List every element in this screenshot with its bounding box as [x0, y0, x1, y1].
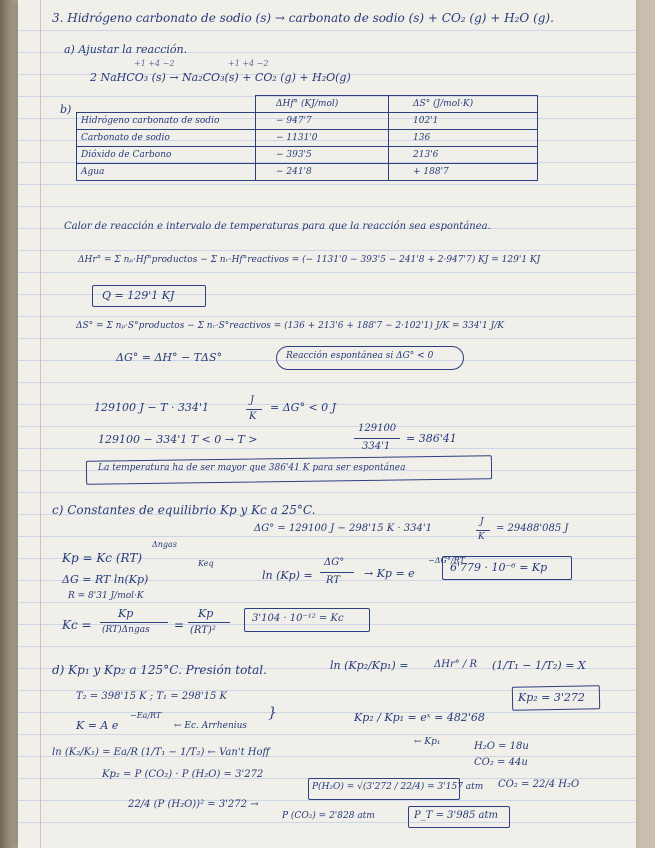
arrhenius-note: ← Ec. Arrhenius	[174, 721, 248, 731]
kp1-arrow-note: ← Kp₁	[414, 737, 441, 747]
table-cell-entropy: + 188'7	[389, 164, 538, 181]
inequality-2-num: 129100	[358, 423, 397, 434]
table-row	[77, 113, 538, 130]
fraction-bar	[188, 622, 230, 623]
co2-water-relation: CO₂ = 22/4 H₂O	[498, 779, 580, 790]
table-row	[77, 130, 538, 147]
table-cell-entropy: 136	[389, 130, 538, 147]
problem-title: 3. Hidrógeno carbonato de sodio (s) → carbonato de sodio (s) + CO₂ (g) + H₂O (g).	[52, 11, 554, 25]
kp2-result: Kp₂ = 3'272	[518, 691, 585, 704]
gibbs-calc-result: = 29488'085 J	[496, 523, 569, 534]
part-c-title: c) Constantes de equilibrio Kp y Kc a 25°C.	[52, 503, 316, 517]
gibbs-definition: ΔG° = ΔH° − TΔS°	[116, 351, 223, 364]
table-cell-entropy: 213'6	[389, 147, 538, 164]
oxidation-states-2: +1 +4 −2	[228, 59, 269, 68]
kp-ratio: Kp₂ / Kp₁ = eˣ = 482'68	[354, 711, 485, 724]
table-cell-substance: Hidrógeno carbonato de sodio	[77, 113, 256, 130]
kp-result: 6'779 · 10⁻⁶ = Kp	[450, 561, 548, 574]
enthalpy-equation: ΔHr° = Σ nₚ·Hf°productos − Σ nᵣ·Hf°reactivos = (− 1131'0 − 393'5 − 241'8 + 2·947'7) KJ = 129'1 KJ	[78, 255, 541, 265]
part-b-label: b)	[60, 103, 72, 116]
kc-den-2: (RT)²	[190, 625, 216, 636]
part-a-label: a) Ajustar la reacción.	[64, 43, 188, 56]
thermo-table	[76, 95, 538, 181]
table-row	[77, 164, 538, 181]
ln-kp-den: RT	[326, 575, 341, 586]
co2-pressure: P (CO₂) = 2'828 atm	[282, 811, 375, 821]
dh-over-r: ΔHr° / R	[434, 659, 477, 670]
table-header-enthalpy: ΔHf° (KJ/mol)	[256, 96, 389, 113]
table-header-entropy: ΔS° (J/mol·K)	[389, 96, 538, 113]
molar-mass-water: H₂O = 18u	[474, 741, 529, 752]
gibbs-calc-unit-num: J	[480, 517, 484, 527]
table-cell-enthalpy: − 241'8	[256, 164, 389, 181]
inequality-1-left: 129100 J − T · 334'1	[94, 401, 209, 414]
table-cell-substance: Carbonato de sodio	[77, 130, 256, 147]
table-cell-enthalpy: − 1131'0	[256, 130, 389, 147]
gas-constant: R = 8'31 J/mol·K	[68, 591, 144, 601]
vant-hoff-equation: ln (K₂/K₁) = Ea/R (1/T₁ − 1/T₂) ← Van't Hoff	[52, 747, 270, 758]
table-cell-enthalpy: − 393'5	[256, 147, 389, 164]
notebook-page	[18, 0, 636, 848]
kc-result: 3'104 · 10⁻¹² = Kc	[252, 613, 344, 624]
binder-edge	[0, 0, 18, 848]
table-cell-substance: Dióxido de Carbono	[77, 147, 256, 164]
kc-num-1: Kp	[118, 607, 134, 620]
keq-note: Keq	[198, 559, 214, 568]
table-header-empty	[77, 96, 256, 113]
kp-exp: → Kp = e	[364, 567, 415, 580]
ln-kp-num: ΔG°	[324, 557, 345, 568]
gibbs-calc: ΔG° = 129100 J − 298'15 K · 334'1	[254, 523, 432, 534]
part-b-intro: Calor de reacción e intervalo de temperaturas para que la reacción sea espontánea.	[64, 221, 491, 232]
ln-kp-lhs: ln (Kp) =	[262, 569, 313, 582]
table-row	[77, 147, 538, 164]
brace: }	[268, 705, 277, 721]
inequality-2-result: = 386'41	[406, 432, 457, 445]
kc-num-2: Kp	[198, 607, 214, 620]
table-cell-entropy: 102'1	[389, 113, 538, 130]
oxidation-states-1: +1 +4 −2	[134, 59, 175, 68]
water-pressure-equation: 22/4 (P (H₂O))² = 3'272 →	[128, 799, 259, 810]
arrhenius-equation: K = A e	[76, 719, 119, 732]
arrhenius-exponent: −Ea/RT	[130, 711, 162, 720]
part-d-title: d) Kp₁ y Kp₂ a 125°C. Presión total.	[52, 663, 267, 677]
kc-den-1: (RT)Δngas	[102, 625, 150, 635]
table-cell-substance: Agua	[77, 164, 256, 181]
margin-line	[40, 0, 41, 848]
conclusion-text: La temperatura ha de ser mayor que 386'41 K para ser espontánea	[98, 463, 406, 473]
fraction-bar	[100, 622, 168, 623]
ln-kp-ratio: ln (Kp₂/Kp₁) =	[330, 659, 409, 672]
reciprocal-temps: (1/T₁ − 1/T₂) = X	[492, 659, 586, 672]
water-pressure: P(H₂O) = √(3'272 / 22/4) = 3'157 atm	[312, 782, 484, 792]
kc-lhs: Kc =	[62, 618, 92, 632]
molar-mass-co2: CO₂ = 44u	[474, 757, 528, 768]
table-header-row	[77, 96, 538, 113]
table-cell-enthalpy: − 947'7	[256, 113, 389, 130]
inequality-2-left: 129100 − 334'1 T < 0 → T >	[98, 433, 258, 446]
equals-sign: =	[174, 618, 185, 632]
inequality-1-unit-num: J	[250, 395, 255, 406]
heat-result: Q = 129'1 KJ	[102, 289, 175, 302]
inequality-1-right: = ΔG° < 0 J	[270, 401, 337, 414]
fraction-bar	[320, 572, 354, 573]
fraction-bar	[354, 438, 400, 439]
gibbs-ln-kp: ΔG = RT ln(Kp)	[62, 573, 149, 586]
entropy-equation: ΔS° = Σ nₚ·S°productos − Σ nᵣ·S°reactivos = (136 + 213'6 + 188'7 − 2·102'1) J/K = 334'1 J/K	[76, 321, 504, 331]
kp-kc-relation: Kp = Kc (RT)	[62, 551, 143, 565]
total-pressure: P_T = 3'985 atm	[414, 810, 498, 821]
balanced-reaction: 2 NaHCO₃ (s) → Na₂CO₃(s) + CO₂ (g) + H₂O(g)	[90, 71, 351, 84]
spontaneity-note: Reacción espontánea si ΔG° < 0	[286, 351, 434, 361]
kp-exp-superscript: −ΔG°/RT	[428, 556, 465, 565]
inequality-1-unit-den: K	[249, 411, 257, 422]
inequality-2-den: 334'1	[362, 441, 391, 452]
temperatures: T₂ = 398'15 K ; T₁ = 298'15 K	[76, 691, 227, 702]
kp2-pressure-product: Kp₂ = P (CO₂) · P (H₂O) = 3'272	[102, 769, 264, 780]
gibbs-calc-unit-den: K	[478, 532, 485, 542]
delta-n-gas-exponent: Δngas	[152, 540, 177, 549]
